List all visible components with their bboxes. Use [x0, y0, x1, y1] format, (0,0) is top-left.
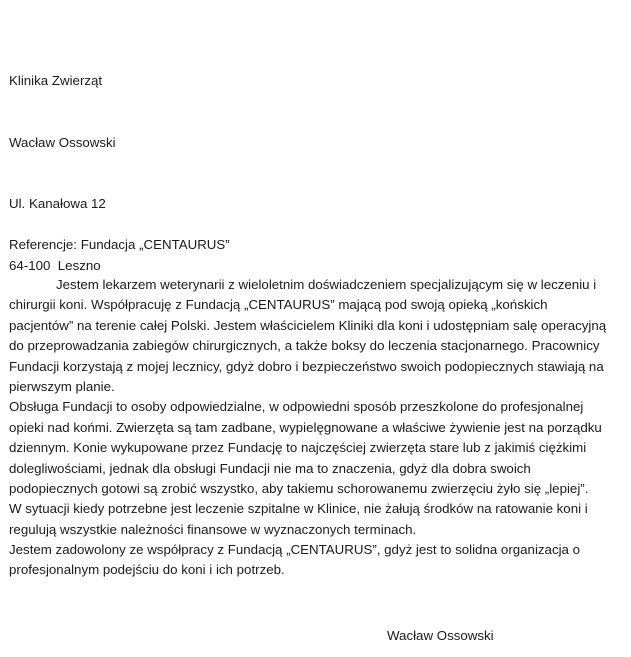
body-line: Fundacji korzystają z mojej lecznicy, gdyż dobro i bezpieczeństwo swoich podopiecznych stawiają na — [9, 358, 604, 374]
sender-city: 64-100 Leszno — [9, 257, 101, 273]
reference-heading: Referencje: Fundacja „CENTAURUS” — [9, 237, 230, 252]
body-line: podopiecznych gotowi są zrobić wszystko, aby takiemu schorowanemu zwierzęciu żyło się „lepiej”. — [9, 480, 589, 496]
sender-person: Wacław Ossowski — [9, 134, 116, 150]
body-line: pierwszym planie. — [9, 378, 115, 394]
body-line: opieki nad końmi. Zwierzęta są tam zadbane, wypielęgnowane a właściwe żywienie jest na porządku — [9, 419, 602, 435]
sender-address — [9, 30, 116, 317]
body-line: W sytuacji kiedy potrzebne jest leczenie szpitalne w Klinice, nie żałują środków na ratowanie koni i — [9, 501, 588, 517]
signature: Wacław Ossowski — [387, 628, 494, 643]
body-line: profesjonalnym podejściu do koni i ich potrzeb. — [9, 562, 285, 578]
sender-name: Klinika Zwierząt — [9, 73, 103, 88]
body-line: chirurgii koni. Współpracuję z Fundacją „CENTAURUS” mającą pod swoją opieką „końskich — [9, 297, 548, 313]
body-line: pacjentów” na terenie całej Polski. Jestem właścicielem Kliniki dla koni i udostępniam salę operacyjną — [9, 317, 607, 333]
body-line: dziennym. Konie wykupowane przez Fundację to najczęściej zwierzęta stare lub z jakimiś ciężkimi — [9, 440, 587, 456]
body-line: regulują wszystkie należności finansowe w wyznaczonych terminach. — [9, 521, 417, 537]
body-line: Jestem lekarzem weterynarii z wieloletnim doświadczeniem specjalizującym się w leczeniu i — [56, 277, 597, 292]
body-line: Jestem zadowolony ze współpracy z Fundacją „CENTAURUS”, gdyż jest to solidna organizacja o — [9, 542, 581, 558]
letter-body — [9, 275, 621, 581]
body-line: dolegliwościami, jednak dla obsługi Fundacji nie ma to znaczenia, gdyż dla dobra swoich — [9, 460, 531, 476]
sender-street: Ul. Kanałowa 12 — [9, 196, 106, 211]
body-line: do przeprowadzania zabiegów chirurgicznych, a także boksy do leczenia stacjonarnego. Pracownicy — [9, 338, 600, 354]
body-line: Obsługa Fundacji to osoby odpowiedzialne, w odpowiedni sposób przeszkolone do profesjonalnej — [9, 399, 584, 415]
